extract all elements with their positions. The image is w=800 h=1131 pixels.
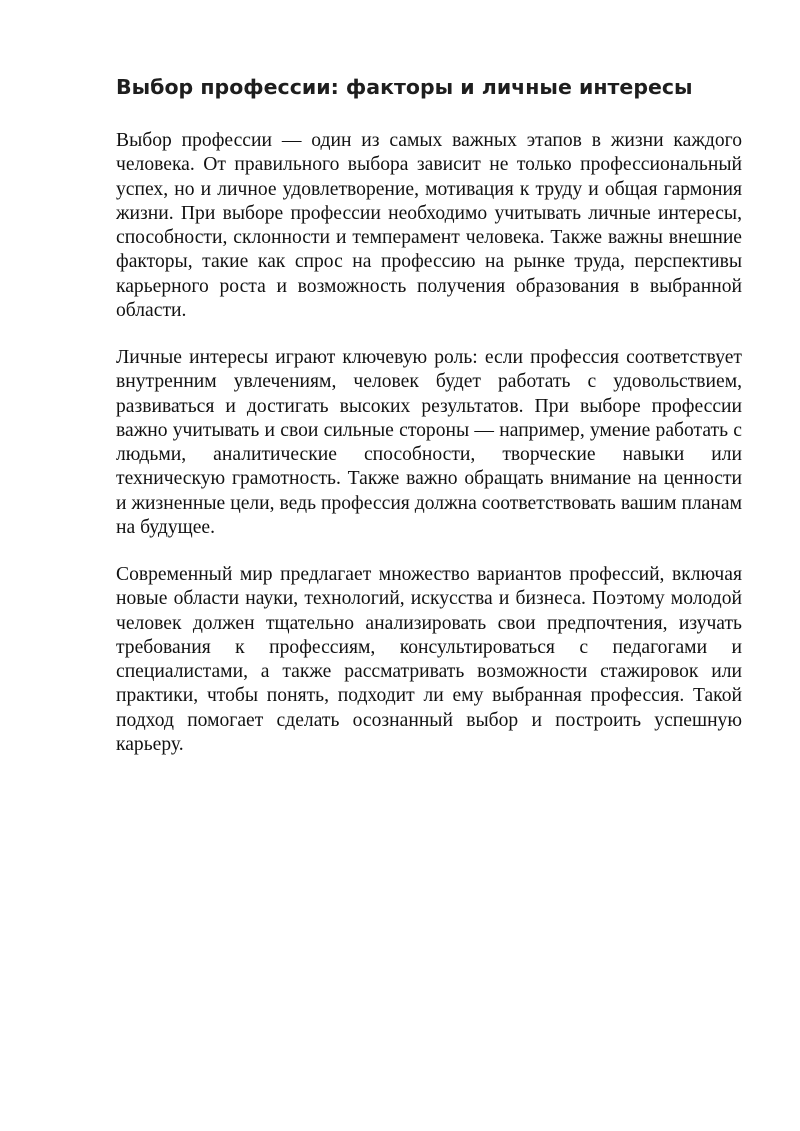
paragraph-2: Личные интересы играют ключевую роль: если профессия соответствует внутренним увлечениям, человек будет работать с удовольствием, развиваться и достигать высоких результатов. При выборе профессии важно учитывать и свои сильные стороны — например, умение работать с людьми, аналитические способности, творческие навыки или техническую грамотность. Также важно обращать внимание на ценности и жизненные цели, ведь профессия должна соответствовать вашим планам на будущее. bbox=[116, 347, 742, 539]
document-title: Выбор профессии: факторы и личные интересы bbox=[116, 75, 693, 99]
paragraph-1: Выбор профессии — один из самых важных этапов в жизни каждого человека. От правильного выбора зависит не только профессиональный успех, но и личное удовлетворение, мотивация к труду и общая гармония жизни. При выборе профессии необходимо учитывать личные интересы, способности, склонности и темперамент человека. Также важны внешние факторы, такие как спрос на профессию на рынке труда, перспективы карьерного роста и возможность получения образования в выбранной области. bbox=[116, 130, 742, 322]
paragraph-3: Современный мир предлагает множество вариантов профессий, включая новые области науки, технологий, искусства и бизнеса. Поэтому молодой человек должен тщательно анализировать свои предпочтения, изучать требования к профессиям, консультироваться с педагогами и специалистами, а также рассматривать возможности стажировок или практики, чтобы понять, подходит ли ему выбранная профессия. Такой подход помогает сделать осознанный выбор и построить успешную карьеру. bbox=[116, 564, 742, 756]
